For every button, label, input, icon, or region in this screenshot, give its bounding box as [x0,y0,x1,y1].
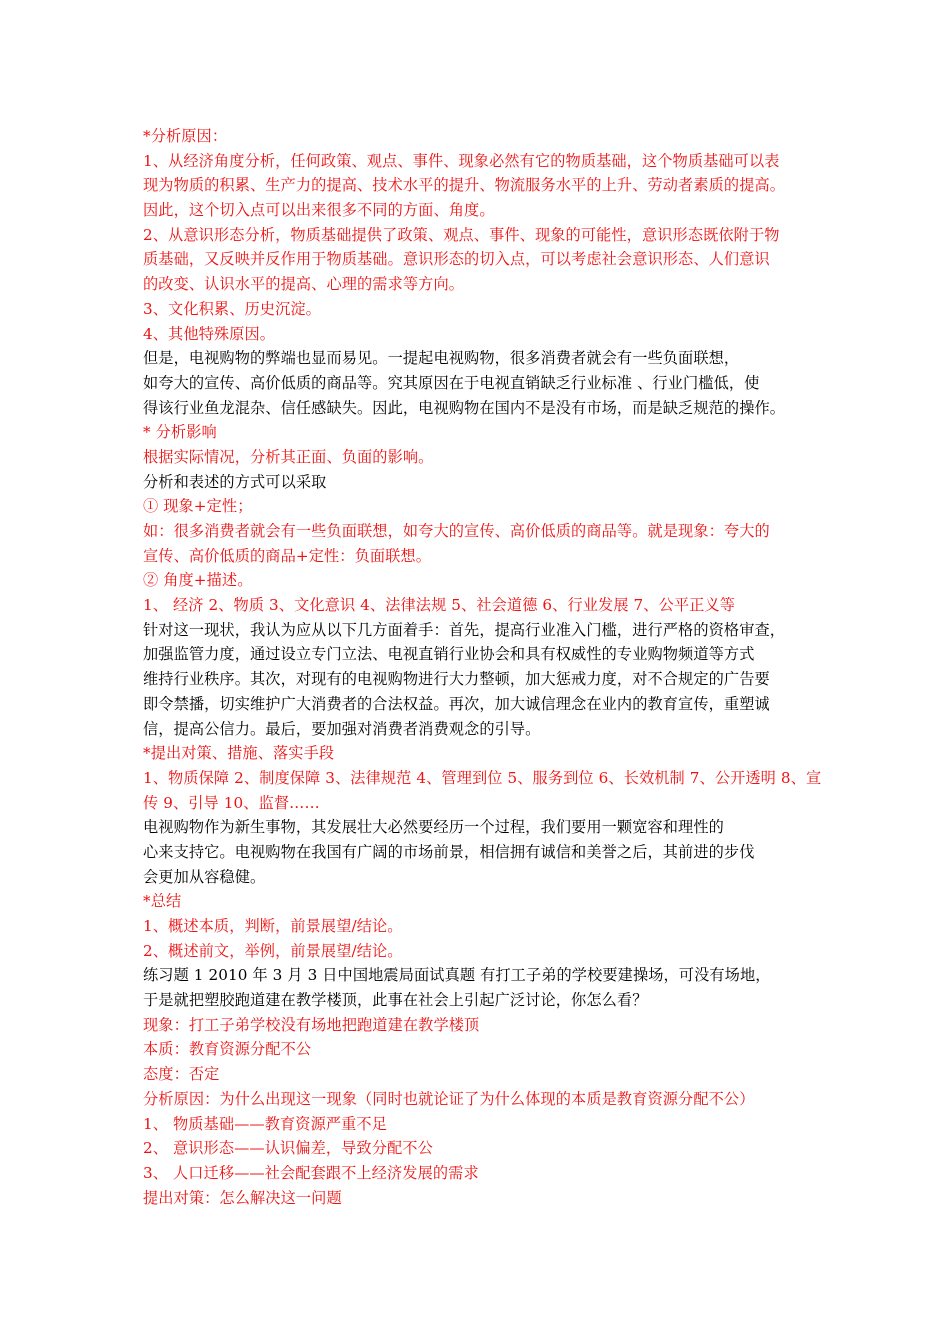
text-line: *提出对策、措施、落实手段 [143,744,335,763]
text-line: 宣传、高价低质的商品+定性：负面联想。 [143,546,432,565]
text-line: 维持行业秩序。其次，对现有的电视购物进行大力整顿，加大惩戒力度，对不合规定的广告要 [143,670,770,689]
text-line: 2、从意识形态分析，物质基础提供了政策、观点、事件、现象的可能性，意识形态既依附于物 [143,225,780,244]
text-line: 的改变、认识水平的提高、心理的需求等方向。 [143,275,465,294]
text-line: 态度：否定 [143,1065,220,1084]
text-line: 传 9、引导 10、监督…… [143,793,320,812]
text-line: 3、 人口迁移——社会配套跟不上经济发展的需求 [143,1163,479,1182]
text-line: ② 角度+描述。 [143,571,253,590]
text-line: 会更加从容稳健。 [143,867,266,886]
text-line: 练习题 1 2010 年 3 月 3 日中国地震局面试真题 有打工子弟的学校要建操场，可没有场地， [143,966,771,985]
text-line: 1、 物质基础——教育资源严重不足 [143,1114,388,1133]
text-line: 4、其他特殊原因。 [143,324,276,343]
text-line: 1、物质保障 2、制度保障 3、法律规范 4、管理到位 5、服务到位 6、长效机制 7、公开透明 8、宣 [143,768,822,787]
text-line: 于是就把塑胶跑道建在教学楼顶，此事在社会上引起广泛讨论，你怎么看？ [143,991,648,1010]
text-line: 分析原因：为什么出现这一现象（同时也就论证了为什么体现的本质是教育资源分配不公） [143,1089,755,1108]
text-line: 2、概述前文，举例，前景展望/结论。 [143,941,403,960]
text-line: 现为物质的积累、生产力的提高、技术水平的提升、物流服务水平的上升、劳动者素质的提高。 [143,176,786,195]
text-line: 分析和表述的方式可以采取 [143,472,327,491]
text-line: 信，提高公信力。最后，要加强对消费者消费观念的引导。 [143,719,541,738]
text-line: 现象：打工子弟学校没有场地把跑道建在教学楼顶 [143,1015,480,1034]
text-line: 加强监管力度，通过设立专门立法、电视直销行业协会和具有权威性的专业购物频道等方式 [143,645,755,664]
text-line: *总结 [143,892,182,911]
text-line: 3、文化积累、历史沉淀。 [143,299,321,318]
text-line: 如：很多消费者就会有一些负面联想，如夸大的宣传、高价低质的商品等。就是现象：夸大的 [143,522,770,540]
text-line: *分析原因： [143,127,228,145]
text-line: * 分析影响 [143,423,217,442]
text-line: 心来支持它。电视购物在我国有广阔的市场前景，相信拥有诚信和美誉之后，其前进的步伐 [143,842,755,861]
text-line: 电视购物作为新生事物，其发展壮大必然要经历一个过程，我们要用一颗宽容和理性的 [143,818,724,837]
text-line: 针对这一现状，我认为应从以下几方面着手：首先，提高行业准入门槛，进行严格的资格审查， [143,620,786,639]
text-line: 因此，这个切入点可以出来很多不同的方面、角度。 [143,201,495,220]
text-line: 1、从经济角度分析，任何政策、观点、事件、现象必然有它的物质基础，这个物质基础可以表 [143,151,780,170]
text-line: 2、 意识形态——认识偏差，导致分配不公 [143,1139,433,1158]
text-line: 根据实际情况，分析其正面、负面的影响。 [143,447,434,466]
document-page [143,124,823,1210]
text-line: 即令禁播，切实维护广大消费者的合法权益。再次，加大诚信理念在业内的教育宣传，重塑诚 [143,694,770,713]
text-line: 本质：教育资源分配不公 [143,1040,312,1059]
text-line: 1、概述本质，判断，前景展望/结论。 [143,917,403,935]
text-line: 质基础，又反映并反作用于物质基础。意识形态的切入点，可以考虑社会意识形态、人们意识 [143,250,770,269]
text-line: 提出对策：怎么解决这一问题 [143,1188,342,1207]
text-line: ① 现象+定性； [143,497,253,516]
text-line: 得该行业鱼龙混杂、信任感缺失。因此，电视购物在国内不是没有市场，而是缺乏规范的操作。 [143,398,786,417]
text-line: 1、 经济 2、物质 3、文化意识 4、法律法规 5、社会道德 6、行业发展 7、公平正义等 [143,596,736,615]
text-line: 如夸大的宣传、高价低质的商品等。究其原因在于电视直销缺乏行业标准 、行业门槛低，使 [143,373,760,392]
text-line: 但是，电视购物的弊端也显而易见。一提起电视购物，很多消费者就会有一些负面联想， [143,349,740,368]
